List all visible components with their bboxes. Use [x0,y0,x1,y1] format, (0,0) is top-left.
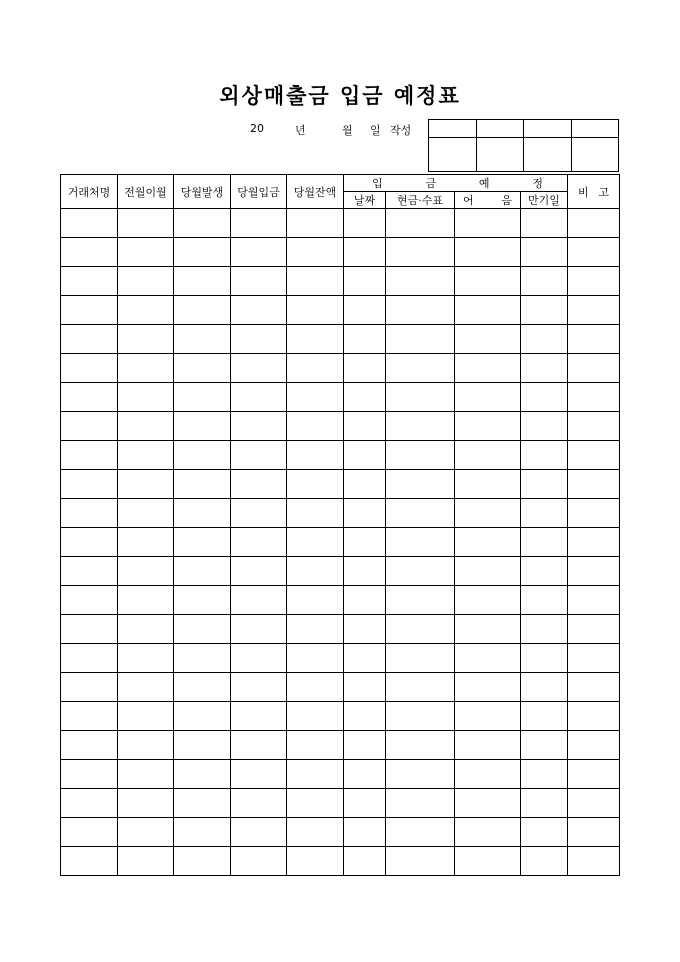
table-cell[interactable] [231,557,287,586]
table-cell[interactable] [174,209,231,238]
table-cell[interactable] [174,383,231,412]
table-cell[interactable] [386,615,455,644]
table-cell[interactable] [174,789,231,818]
header-bill-char: 음 [501,194,512,207]
table-cell[interactable] [118,267,174,296]
table-cell[interactable] [344,441,386,470]
table-cell[interactable] [231,789,287,818]
table-cell[interactable] [61,702,118,731]
table-cell[interactable] [61,499,118,528]
table-cell[interactable] [231,702,287,731]
table-cell[interactable] [61,644,118,673]
table-cell[interactable] [521,760,568,789]
table-row [61,644,620,673]
table-cell[interactable] [174,673,231,702]
table-cell[interactable] [455,209,521,238]
table-row [61,586,620,615]
table-cell[interactable] [174,354,231,383]
header-month-issued: 당월발생 [174,175,231,209]
table-cell[interactable] [455,615,521,644]
table-cell[interactable] [174,586,231,615]
table-cell[interactable] [287,557,344,586]
header-schedule-char: 예 [478,177,490,190]
table-cell[interactable] [118,615,174,644]
header-bill [455,192,521,209]
table-cell[interactable] [118,818,174,847]
table-row [61,470,620,499]
table-cell[interactable] [568,673,620,702]
table-cell[interactable] [231,760,287,789]
table-cell[interactable] [287,209,344,238]
approval-sign-cell[interactable] [524,138,572,172]
table-cell[interactable] [455,383,521,412]
table-cell[interactable] [386,644,455,673]
table-cell[interactable] [231,383,287,412]
written-label: 작성 [390,124,412,137]
table-cell[interactable] [61,789,118,818]
header-date: 날짜 [344,192,386,209]
table-cell[interactable] [118,441,174,470]
table-cell[interactable] [455,557,521,586]
table-cell[interactable] [455,731,521,760]
table-cell[interactable] [118,673,174,702]
table-cell[interactable] [386,325,455,354]
table-cell[interactable] [455,760,521,789]
header-client: 거래처명 [61,175,118,209]
table-cell[interactable] [455,267,521,296]
table-cell[interactable] [61,267,118,296]
table-cell[interactable] [568,441,620,470]
table-cell[interactable] [174,267,231,296]
table-cell[interactable] [231,470,287,499]
table-cell[interactable] [231,528,287,557]
table-cell[interactable] [118,499,174,528]
table-cell[interactable] [287,615,344,644]
table-row [61,702,620,731]
header-remarks-char: 비 [578,185,589,199]
table-cell[interactable] [344,325,386,354]
table-cell[interactable] [455,528,521,557]
table-row [61,818,620,847]
table-cell[interactable] [287,470,344,499]
table-cell[interactable] [521,644,568,673]
table-cell[interactable] [231,354,287,383]
table-cell[interactable] [521,354,568,383]
table-cell[interactable] [521,731,568,760]
table-cell[interactable] [231,818,287,847]
table-cell[interactable] [344,238,386,267]
table-cell[interactable] [386,673,455,702]
table-cell[interactable] [231,499,287,528]
table-cell[interactable] [118,557,174,586]
table-cell[interactable] [118,296,174,325]
table-cell[interactable] [287,499,344,528]
table-cell[interactable] [231,267,287,296]
table-cell[interactable] [118,528,174,557]
table-cell[interactable] [386,528,455,557]
table-cell[interactable] [231,209,287,238]
table-cell[interactable] [521,615,568,644]
table-cell[interactable] [386,354,455,383]
table-cell[interactable] [568,325,620,354]
table-cell[interactable] [455,644,521,673]
table-cell[interactable] [231,296,287,325]
table-cell[interactable] [521,325,568,354]
table-cell[interactable] [344,615,386,644]
table-row [61,615,620,644]
table-row [61,528,620,557]
table-cell[interactable] [287,644,344,673]
table-cell[interactable] [287,702,344,731]
table-cell[interactable] [174,760,231,789]
table-row [61,383,620,412]
table-body [61,209,620,876]
table-cell[interactable] [61,412,118,441]
table-cell[interactable] [568,238,620,267]
header-schedule-char: 정 [532,177,543,190]
table-cell[interactable] [174,325,231,354]
table-cell[interactable] [118,702,174,731]
table-cell[interactable] [118,383,174,412]
table-cell[interactable] [455,847,521,876]
table-cell[interactable] [568,470,620,499]
table-row [61,267,620,296]
table-cell[interactable] [287,586,344,615]
table-cell[interactable] [231,412,287,441]
table-cell[interactable] [386,557,455,586]
table-cell[interactable] [568,354,620,383]
table-cell[interactable] [344,702,386,731]
table-cell[interactable] [61,615,118,644]
table-cell[interactable] [521,673,568,702]
header-prev-carryover: 전월이월 [118,175,174,209]
approval-sign-cell[interactable] [429,138,477,172]
table-cell[interactable] [386,296,455,325]
table-cell[interactable] [174,499,231,528]
table-cell[interactable] [344,296,386,325]
month-label: 월 [342,124,353,137]
table-cell[interactable] [118,847,174,876]
table-cell[interactable] [344,528,386,557]
table-cell[interactable] [455,325,521,354]
table-cell[interactable] [386,702,455,731]
table-cell[interactable] [386,412,455,441]
table-row [61,238,620,267]
table-cell[interactable] [568,586,620,615]
table-cell[interactable] [521,702,568,731]
table-cell[interactable] [118,470,174,499]
table-cell[interactable] [287,441,344,470]
table-cell[interactable] [568,615,620,644]
table-cell[interactable] [344,644,386,673]
table-cell[interactable] [455,238,521,267]
table-cell[interactable] [61,586,118,615]
table-cell[interactable] [568,557,620,586]
table-cell[interactable] [287,412,344,441]
table-cell[interactable] [386,470,455,499]
table-cell[interactable] [287,354,344,383]
table-cell[interactable] [118,238,174,267]
table-cell[interactable] [174,557,231,586]
table-cell[interactable] [287,731,344,760]
table-cell[interactable] [455,412,521,441]
table-cell[interactable] [568,644,620,673]
table-cell[interactable] [174,470,231,499]
table-row [61,296,620,325]
table-cell[interactable] [61,441,118,470]
table-cell[interactable] [287,267,344,296]
table-cell[interactable] [61,209,118,238]
approval-sign-cell[interactable] [476,138,524,172]
table-row [61,209,620,238]
table-cell[interactable] [568,731,620,760]
table-cell[interactable] [521,238,568,267]
table-cell[interactable] [521,528,568,557]
table-cell[interactable] [231,586,287,615]
table-row [61,789,620,818]
table-cell[interactable] [568,528,620,557]
table-row [61,760,620,789]
table-cell[interactable] [231,673,287,702]
table-cell[interactable] [386,441,455,470]
table-cell[interactable] [344,209,386,238]
table-cell[interactable] [287,789,344,818]
table-cell[interactable] [521,499,568,528]
header-month-received: 당월입금 [231,175,287,209]
table-cell[interactable] [231,731,287,760]
table-cell[interactable] [174,412,231,441]
table-cell[interactable] [386,818,455,847]
table-cell[interactable] [174,702,231,731]
table-cell[interactable] [568,296,620,325]
table-cell[interactable] [118,731,174,760]
table-cell[interactable] [118,644,174,673]
header-due-date: 만기일 [521,192,568,209]
table-cell[interactable] [386,760,455,789]
table-cell[interactable] [521,296,568,325]
day-label: 일 [370,124,381,137]
table-cell[interactable] [568,702,620,731]
table-cell[interactable] [344,760,386,789]
table-row [61,412,620,441]
table-cell[interactable] [61,731,118,760]
table-row [61,441,620,470]
approval-title-cell[interactable] [524,120,572,138]
header-cash-check: 현금·수표 [386,192,455,209]
table-cell[interactable] [344,586,386,615]
table-row [61,557,620,586]
header-remarks-char: 고 [598,185,609,199]
table-cell[interactable] [344,412,386,441]
approval-title-cell[interactable] [429,120,477,138]
table-cell[interactable] [344,267,386,296]
table-row [61,499,620,528]
table-cell[interactable] [174,615,231,644]
table-cell[interactable] [568,789,620,818]
table-cell[interactable] [386,267,455,296]
table-cell[interactable] [386,499,455,528]
table-cell[interactable] [231,238,287,267]
table-cell[interactable] [521,209,568,238]
table-cell[interactable] [174,528,231,557]
table-cell[interactable] [61,296,118,325]
table-cell[interactable] [118,209,174,238]
page-title: 외상매출금 입금 예정표 [219,83,461,108]
table-cell[interactable] [61,557,118,586]
table-cell[interactable] [287,383,344,412]
table-cell[interactable] [455,296,521,325]
table-cell[interactable] [568,209,620,238]
table-cell[interactable] [521,557,568,586]
table-cell[interactable] [568,267,620,296]
table-cell[interactable] [118,586,174,615]
table-cell[interactable] [455,818,521,847]
table-cell[interactable] [231,847,287,876]
year-label: 년 [295,124,306,137]
table-cell[interactable] [231,615,287,644]
table-cell[interactable] [174,731,231,760]
table-cell[interactable] [287,238,344,267]
table-cell[interactable] [174,296,231,325]
table-cell[interactable] [344,818,386,847]
table-row [61,731,620,760]
table-cell[interactable] [118,789,174,818]
table-cell[interactable] [386,586,455,615]
table-row [61,847,620,876]
table-cell[interactable] [521,267,568,296]
table-cell[interactable] [231,644,287,673]
table-cell[interactable] [174,818,231,847]
table-cell[interactable] [568,760,620,789]
table-cell[interactable] [344,499,386,528]
table-cell[interactable] [287,528,344,557]
table-cell[interactable] [386,789,455,818]
table-cell[interactable] [521,586,568,615]
table-cell[interactable] [174,441,231,470]
table-cell[interactable] [455,470,521,499]
table-cell[interactable] [521,470,568,499]
table-cell[interactable] [568,383,620,412]
table-cell[interactable] [61,818,118,847]
table-cell[interactable] [61,325,118,354]
table-cell[interactable] [344,383,386,412]
table-cell[interactable] [344,354,386,383]
table-cell[interactable] [287,847,344,876]
table-cell[interactable] [455,702,521,731]
table-cell[interactable] [61,238,118,267]
table-cell[interactable] [174,238,231,267]
approval-title-cell[interactable] [476,120,524,138]
header-month-balance: 당월잔액 [287,175,344,209]
table-cell[interactable] [455,354,521,383]
table-cell[interactable] [287,760,344,789]
table-cell[interactable] [174,644,231,673]
table-cell[interactable] [455,586,521,615]
table-row [61,673,620,702]
table-cell[interactable] [455,789,521,818]
table-cell[interactable] [344,673,386,702]
table-cell[interactable] [61,673,118,702]
table-cell[interactable] [386,847,455,876]
table-cell[interactable] [455,499,521,528]
approval-sign-cell[interactable] [571,138,619,172]
header-bill-char: 어 [463,194,474,207]
table-cell[interactable] [174,847,231,876]
table-cell[interactable] [287,673,344,702]
table-cell[interactable] [287,296,344,325]
table-cell[interactable] [118,325,174,354]
table-cell[interactable] [521,818,568,847]
table-cell[interactable] [231,441,287,470]
year-prefix: 20 [250,122,264,135]
receivables-table [60,174,620,876]
table-cell[interactable] [61,760,118,789]
table-cell[interactable] [568,412,620,441]
table-cell[interactable] [521,383,568,412]
table-cell[interactable] [568,818,620,847]
table-cell[interactable] [344,847,386,876]
table-cell[interactable] [344,731,386,760]
table-cell[interactable] [521,847,568,876]
table-cell[interactable] [231,325,287,354]
header-schedule-char: 입 [372,177,383,190]
header-schedule-char: 금 [425,177,437,190]
table-row [61,354,620,383]
table-cell[interactable] [61,383,118,412]
table-cell[interactable] [118,760,174,789]
table-cell[interactable] [287,818,344,847]
table-cell[interactable] [568,499,620,528]
table-cell[interactable] [386,383,455,412]
table-cell[interactable] [61,354,118,383]
table-row [61,325,620,354]
table-cell[interactable] [521,789,568,818]
table-cell[interactable] [344,789,386,818]
table-cell[interactable] [455,673,521,702]
table-cell[interactable] [386,238,455,267]
table-cell[interactable] [386,209,455,238]
approval-title-cell[interactable] [571,120,619,138]
table-cell[interactable] [61,470,118,499]
table-cell[interactable] [118,354,174,383]
table-cell[interactable] [386,731,455,760]
header-remarks [568,175,620,209]
approval-box [428,119,619,172]
table-cell[interactable] [344,470,386,499]
table-cell[interactable] [61,528,118,557]
table-cell[interactable] [344,557,386,586]
table-cell[interactable] [521,441,568,470]
table-cell[interactable] [521,412,568,441]
table-cell[interactable] [287,325,344,354]
table-cell[interactable] [568,847,620,876]
header-schedule-group [344,175,568,192]
table-cell[interactable] [455,441,521,470]
table-cell[interactable] [61,847,118,876]
table-cell[interactable] [118,412,174,441]
